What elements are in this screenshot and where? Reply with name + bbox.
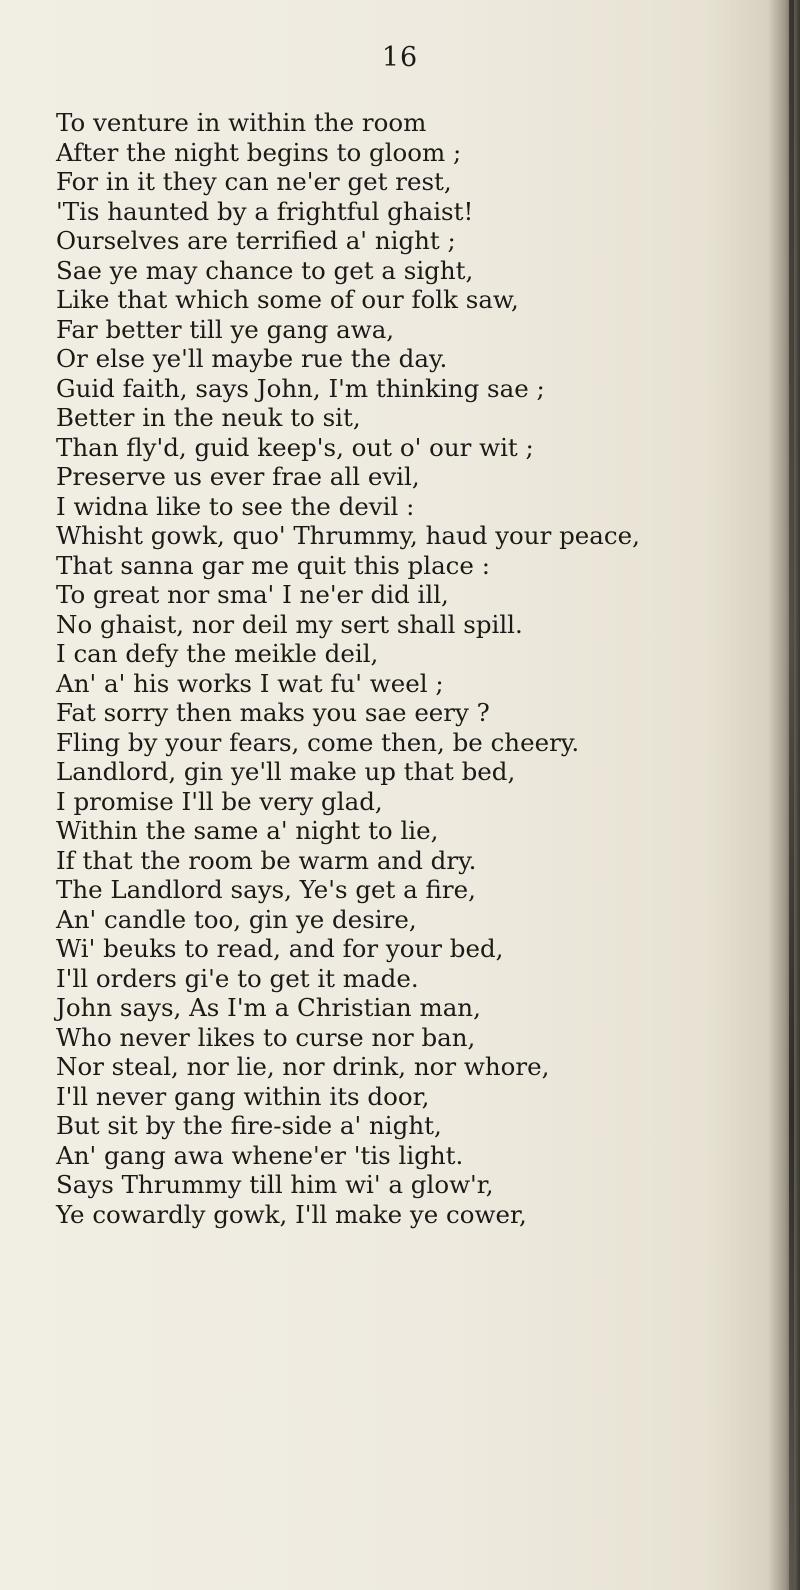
poem-line: Better in the neuk to sit,	[56, 403, 361, 432]
poem-line: After the night begins to gloom ;	[56, 137, 462, 167]
poem-line: To great nor sma' I ne'er did ill,	[56, 580, 449, 609]
poem-line: Than fly'd, guid keep's, out o' our wit ;	[56, 432, 534, 462]
poem-line: No ghaist, nor deil my sert shall spill.	[56, 609, 523, 639]
poem-line: For in it they can ne'er get rest,	[56, 167, 452, 196]
poem-line: Whisht gowk, quo' Thrummy, haud your peace,	[56, 521, 640, 550]
poem-line: Nor steal, nor lie, nor drink, nor whore,	[56, 1052, 550, 1081]
poem-line: An' a' his works I wat fu' weel ;	[56, 668, 444, 698]
poem-line: But sit by the fire-side a' night,	[56, 1111, 442, 1140]
poem-line: I promise I'll be very glad,	[56, 786, 383, 816]
poem-line: Fling by your fears, come then, be cheery.	[56, 727, 580, 757]
poem-line: An' gang awa whene'er 'tis light.	[56, 1140, 464, 1170]
poem-line: Ye cowardly gowk, I'll make ye cower,	[56, 1199, 527, 1229]
poem-line: Sae ye may chance to get a sight,	[56, 255, 474, 285]
poem-line: Within the same a' night to lie,	[56, 816, 439, 845]
page-edge-shadow	[768, 0, 800, 1590]
poem-line: Landlord, gin ye'll make up that bed,	[56, 757, 516, 786]
poem-line: 'Tis haunted by a frightful ghaist!	[56, 196, 474, 226]
poem-line: Who never likes to curse nor ban,	[56, 1022, 476, 1052]
poem-line: Preserve us ever frae all evil,	[56, 462, 420, 491]
poem-line: Guid faith, says John, I'm thinking sae ;	[56, 373, 545, 403]
poem-line: The Landlord says, Ye's get a fire,	[56, 875, 476, 904]
poem-line: I'll orders gi'e to get it made.	[56, 963, 419, 993]
poem-line: I'll never gang within its door,	[56, 1081, 430, 1111]
poem-line: Ourselves are terrified a' night ;	[56, 226, 456, 255]
poem-line: That sanna gar me quit this place :	[56, 550, 490, 580]
poem-text	[56, 108, 640, 1229]
poem-line: Wi' beuks to read, and for your bed,	[56, 934, 504, 963]
poem-line: I widna like to see the devil :	[56, 491, 415, 521]
poem-line: John says, As I'm a Christian man,	[56, 993, 481, 1022]
poem-line: If that the room be warm and dry.	[56, 845, 477, 875]
poem-line: Like that which some of our folk saw,	[56, 285, 519, 314]
poem-line: Says Thrummy till him wi' a glow'r,	[56, 1170, 494, 1199]
poem-line: Far better till ye gang awa,	[56, 314, 395, 344]
poem-line: I can defy the meikle deil,	[56, 639, 379, 668]
poem-line: Or else ye'll maybe rue the day.	[56, 344, 448, 373]
page-number: 16	[381, 42, 419, 73]
poem-line: Fat sorry then maks you sae eery ?	[56, 698, 490, 727]
binding-edge	[789, 0, 794, 1590]
poem-line: An' candle too, gin ye desire,	[56, 904, 417, 934]
poem-line: To venture in within the room	[56, 108, 427, 137]
